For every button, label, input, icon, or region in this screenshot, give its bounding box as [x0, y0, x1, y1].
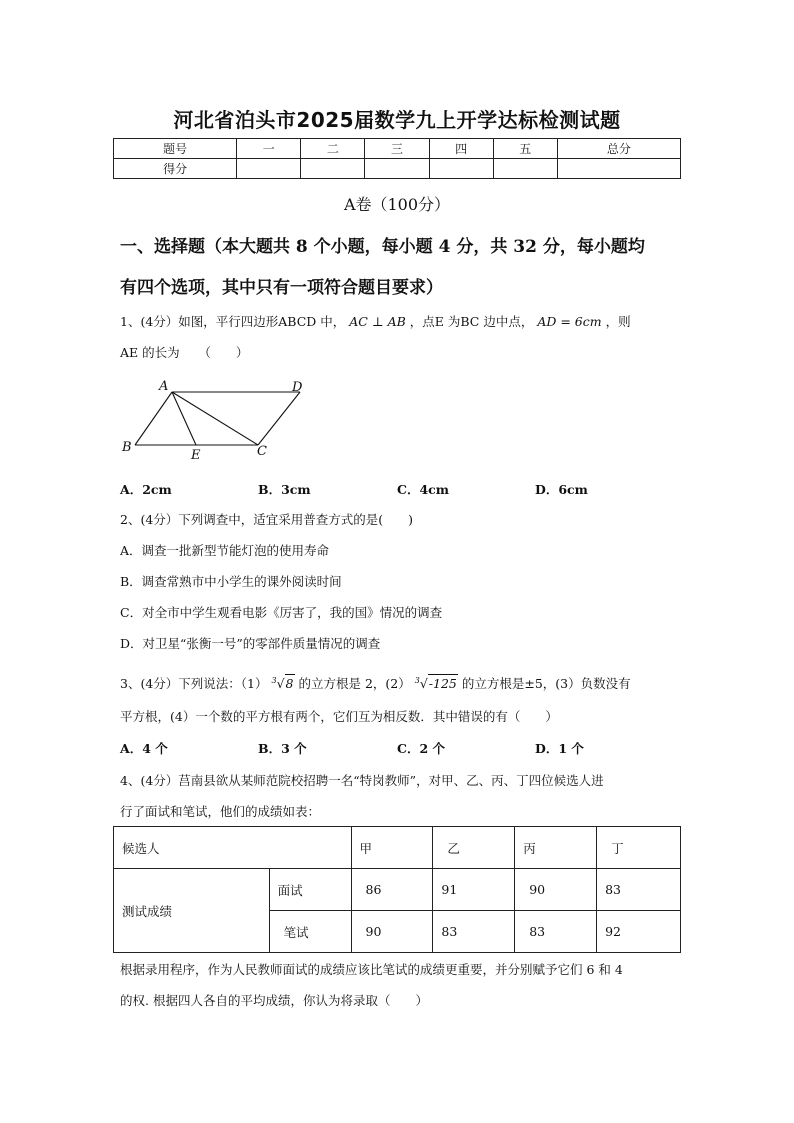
- score-value: 91: [433, 869, 515, 911]
- row-label-interview: 面试: [269, 869, 351, 911]
- score-value: 86: [351, 869, 433, 911]
- page-title: 河北省泊头市2025届数学九上开学达标检测试题: [173, 108, 621, 132]
- label-d: D: [292, 380, 303, 395]
- q3-option-a[interactable]: A．4 个: [120, 741, 168, 756]
- score-header-cell: 五: [493, 139, 557, 159]
- score-value: 83: [433, 911, 515, 953]
- score-value: 90: [515, 869, 597, 911]
- score-cell[interactable]: [493, 159, 557, 179]
- q1-text-part: ，则: [605, 314, 631, 329]
- candidate-header: 候选人: [114, 827, 352, 869]
- score-value: 83: [597, 869, 681, 911]
- q3-option-c[interactable]: C．2 个: [397, 741, 445, 756]
- q1-text-part: 1、(4分）如图，平行四边形ABCD 中，: [120, 314, 346, 329]
- edge-ab: [135, 392, 172, 445]
- candidate-name: 丙: [515, 827, 597, 869]
- score-table-header-row: [114, 139, 681, 159]
- candidate-score-table: [113, 826, 681, 953]
- score-table: [113, 138, 681, 179]
- score-header-cell: 二: [301, 139, 365, 159]
- q4-after-line2: 的权. 根据四人各自的平均成绩，你认为将录取（ ）: [120, 993, 428, 1008]
- q1-option-b[interactable]: B．3cm: [258, 482, 311, 497]
- diagonal-ac: [172, 392, 258, 445]
- q2-stem: 2、(4分）下列调查中，适宜采用普查方式的是( ): [120, 512, 414, 527]
- candidate-name: 甲: [351, 827, 433, 869]
- part1-heading-line2: 有四个选项，其中只有一项符合题目要求）: [120, 278, 443, 298]
- score-value: 92: [597, 911, 681, 953]
- root-index: 3: [414, 676, 420, 685]
- radicand: -125: [428, 676, 457, 692]
- score-cell[interactable]: [557, 159, 680, 179]
- parallelogram-figure: [115, 375, 315, 465]
- score-cell[interactable]: [237, 159, 301, 179]
- score-cell[interactable]: [365, 159, 429, 179]
- q3-text-part: 的立方根是 2，(2）: [298, 676, 411, 692]
- q3-stem-line2: 平方根，(4）一个数的平方根有两个，它们互为相反数．其中错误的有（ ）: [120, 709, 558, 724]
- score-header-cell: 题号: [114, 139, 237, 159]
- cube-root-neg125: $^3$√-125: [414, 676, 457, 692]
- section-a-heading: A卷（100分）: [343, 195, 451, 214]
- score-value: 83: [515, 911, 597, 953]
- q1-option-d[interactable]: D．6cm: [535, 482, 588, 497]
- q1-math-perpendicular: AC ⊥ AB: [349, 314, 406, 329]
- cube-root-8: $^3$√8: [271, 676, 294, 692]
- row-label-written: 笔试: [269, 911, 351, 953]
- score-cell[interactable]: [429, 159, 493, 179]
- part1-heading-line1: 一、选择题（本大题共 8 个小题，每小题 4 分，共 32 分，每小题均: [120, 237, 645, 257]
- test-score-group-label: 测试成绩: [114, 869, 270, 953]
- q2-option-b[interactable]: B．调查常熟市中小学生的课外阅读时间: [120, 574, 342, 589]
- q2-option-c[interactable]: C．对全市中学生观看电影《厉害了，我的国》情况的调查: [120, 605, 443, 620]
- q3-text-part: 的立方根是±5，(3）负数没有: [461, 676, 631, 692]
- score-table-score-row: [114, 159, 681, 179]
- score-header-cell: 四: [429, 139, 493, 159]
- q2-option-a[interactable]: A．调查一批新型节能灯泡的使用寿命: [120, 543, 330, 558]
- q3-option-d[interactable]: D．1 个: [535, 741, 584, 756]
- q1-option-a[interactable]: A．2cm: [120, 482, 172, 497]
- score-row-label: 得分: [114, 159, 237, 179]
- score-value: 90: [351, 911, 433, 953]
- q4-stem-line1: 4、(4分）莒南县欲从某师范院校招聘一名“特岗教师”，对甲、乙、丙、丁四位候选人进: [120, 773, 604, 788]
- q1-option-c[interactable]: C．4cm: [397, 482, 449, 497]
- q3-text-part: 3、(4分）下列说法：（1）: [120, 676, 268, 692]
- candidate-name: 丁: [597, 827, 681, 869]
- score-header-cell: 总分: [557, 139, 680, 159]
- q1-math-length: AD = 6cm: [537, 314, 602, 329]
- label-a: A: [159, 379, 169, 394]
- q4-stem-line2: 行了面试和笔试，他们的成绩如表：: [120, 804, 321, 819]
- label-c: C: [257, 444, 267, 459]
- q1-text-part: ，点E 为BC 边中点，: [409, 314, 534, 329]
- q1-stem-line1: [120, 313, 685, 331]
- radicand: 8: [285, 676, 294, 692]
- score-header-cell: 三: [365, 139, 429, 159]
- label-e: E: [191, 448, 201, 463]
- table-row: [114, 827, 681, 869]
- q1-stem-line2: AE 的长为 （ ）: [120, 345, 249, 360]
- root-index: 3: [271, 676, 277, 685]
- score-header-cell: 一: [237, 139, 301, 159]
- q3-stem-line1: [120, 672, 685, 693]
- table-row: [114, 869, 681, 911]
- label-b: B: [122, 440, 132, 455]
- score-cell[interactable]: [301, 159, 365, 179]
- q4-after-line1: 根据录用程序，作为人民教师面试的成绩应该比笔试的成绩更重要，并分别赋予它们 6 和 4: [120, 962, 623, 977]
- q2-option-d[interactable]: D．对卫星“张衡一号”的零部件质量情况的调查: [120, 636, 381, 651]
- candidate-name: 乙: [433, 827, 515, 869]
- q3-option-b[interactable]: B．3 个: [258, 741, 307, 756]
- edge-dc: [258, 392, 300, 445]
